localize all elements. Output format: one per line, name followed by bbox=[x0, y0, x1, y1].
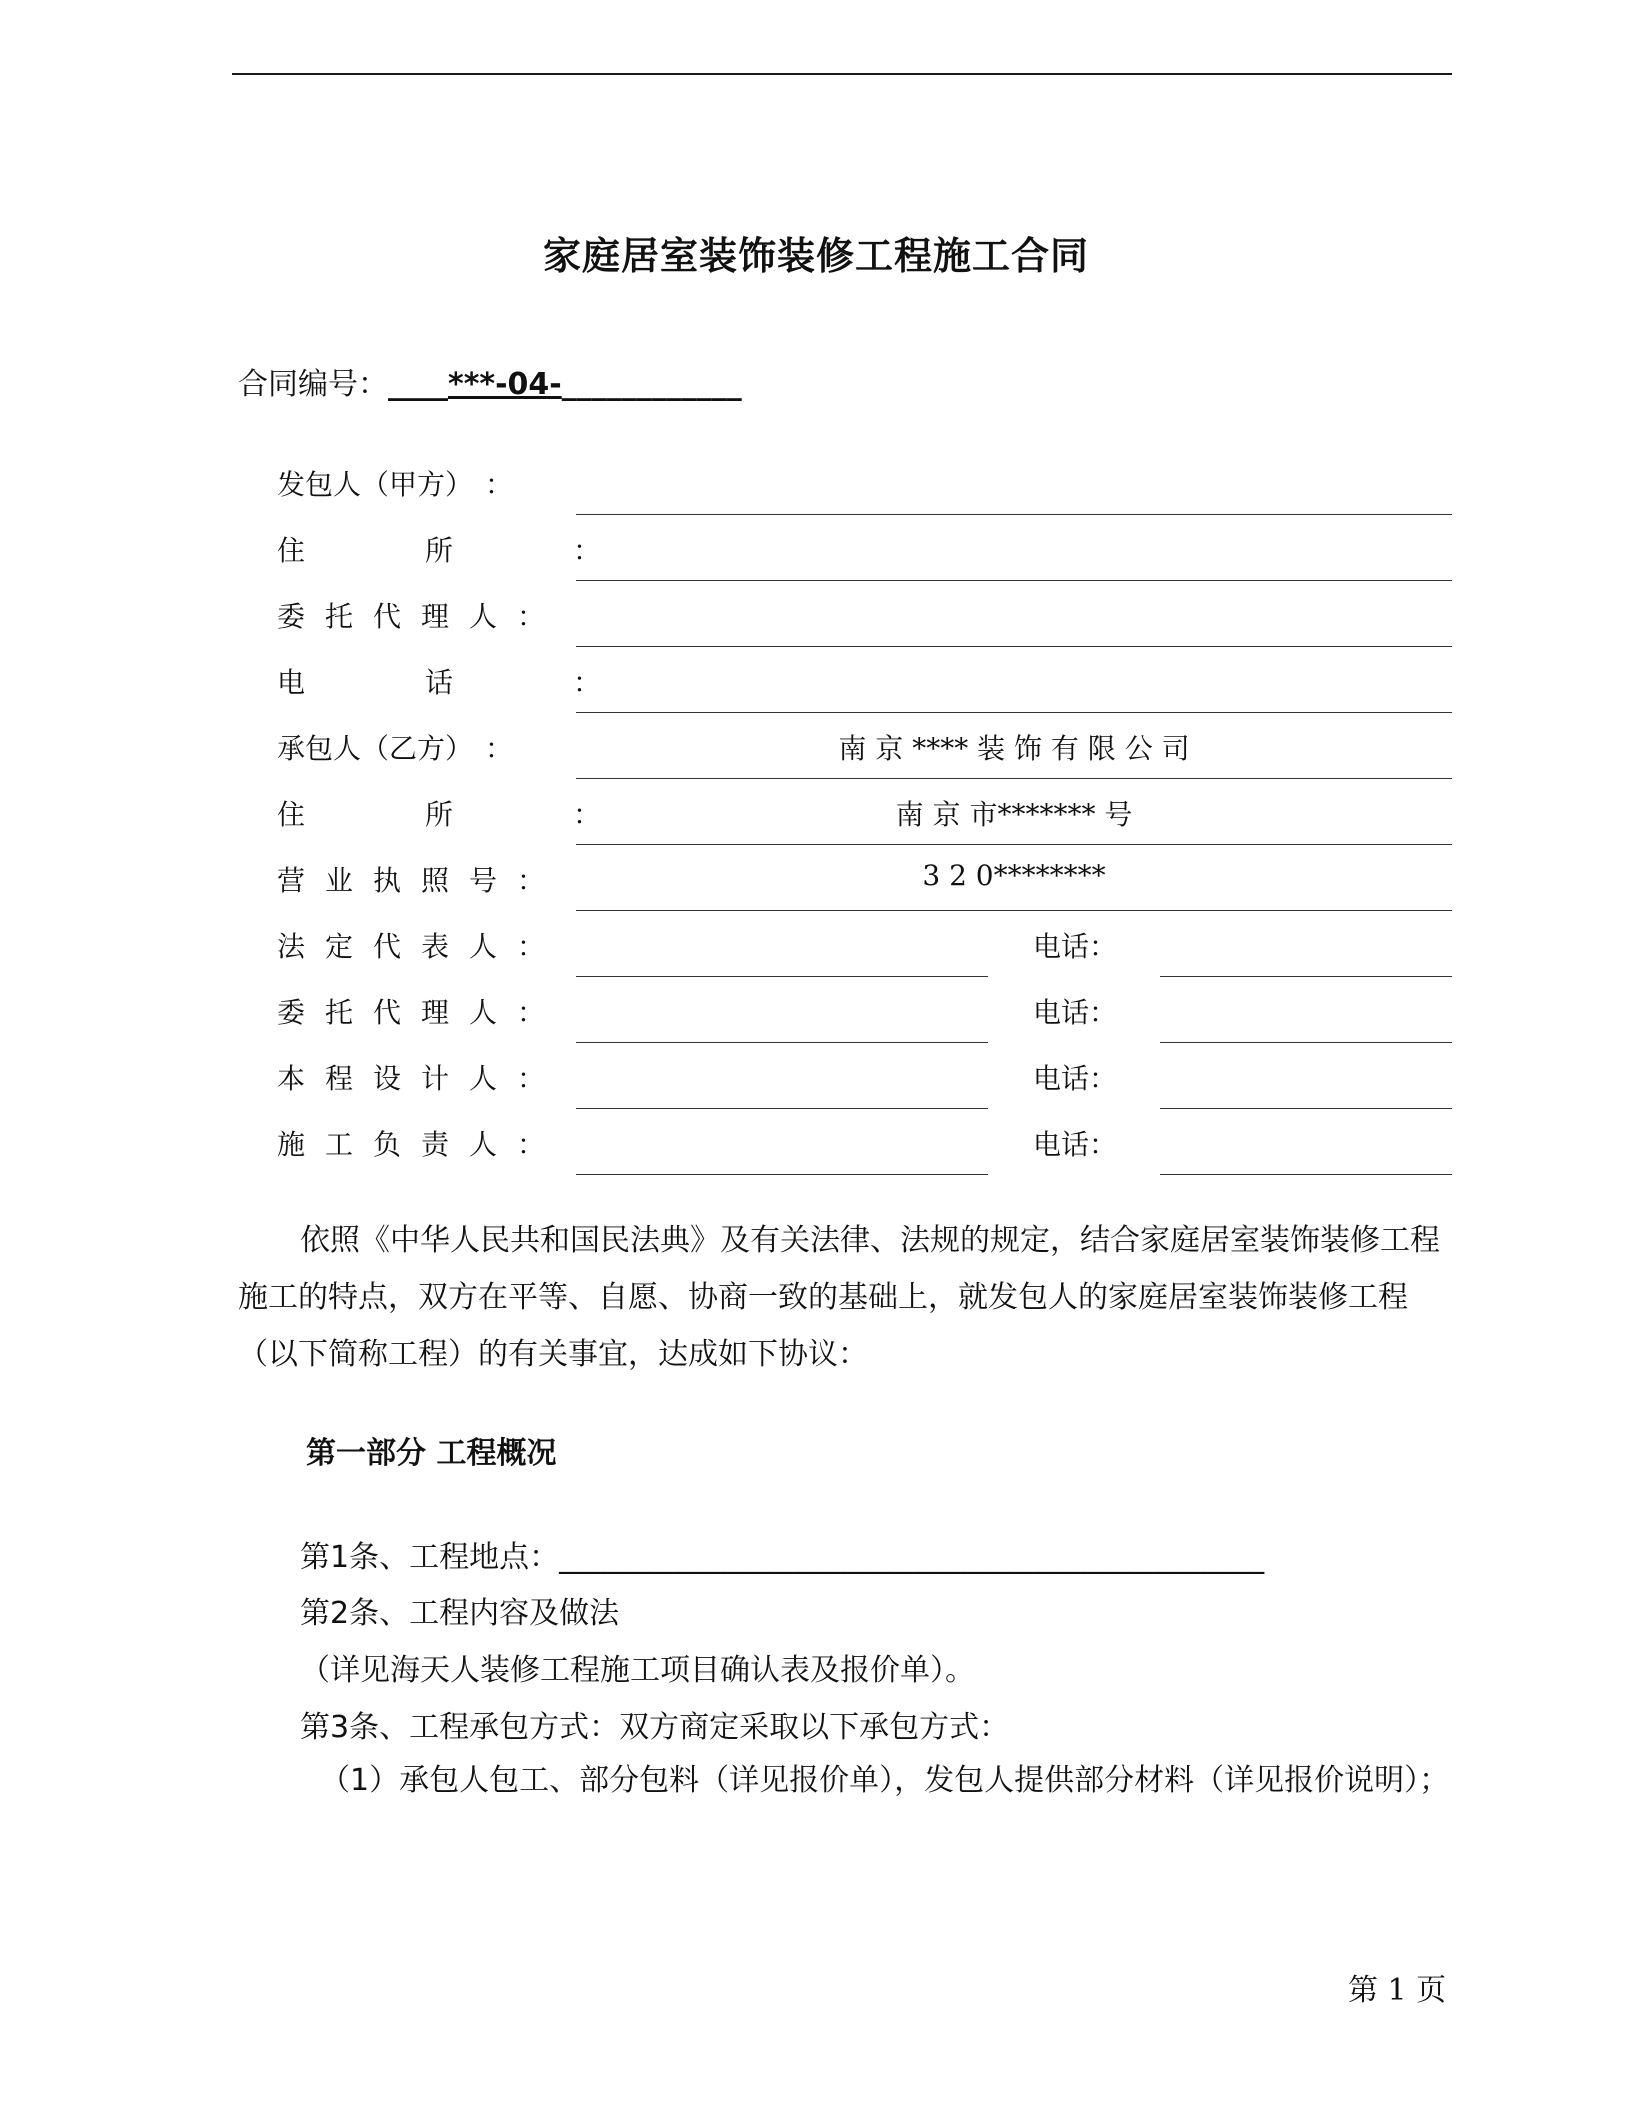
clause-1-blank: _______________________________________________ bbox=[559, 1540, 1265, 1575]
party-label: 电话 ： bbox=[277, 666, 602, 699]
clause-1 bbox=[300, 1532, 1264, 1576]
phone-row-designer bbox=[0, 1043, 1632, 1109]
contract-number-suffix: ____________ bbox=[561, 367, 742, 402]
clause-3-option-1: （1）承包人包工、部分包料（详见报价单），发包人提供部分材料（详见报价说明）； bbox=[320, 1763, 1450, 1798]
party-label: 承包人（乙方） ： bbox=[277, 732, 513, 765]
phone-row-agent bbox=[0, 977, 1632, 1043]
clause-3: 第3条、工程承包方式：双方商定采取以下承包方式： bbox=[300, 1710, 1010, 1745]
party-label: 营业执照号 ： bbox=[277, 864, 546, 897]
contractor-address: 南 京 市******* 号 bbox=[895, 798, 1133, 831]
party-label: 发包人（甲方） ： bbox=[277, 468, 513, 501]
party-row-license bbox=[0, 845, 1632, 911]
phone-label: 电话： bbox=[1033, 996, 1118, 1029]
preamble-paragraph: 依照《中华人民共和国民法典》及有关法律、法规的规定，结合家庭居室装饰装修工程施工的特点，双方在平等、自愿、协商一致的基础上，就发包人的家庭居室装饰装修工程（以下简称工程）的有关事宜，达成如下协议： bbox=[238, 1223, 1440, 1372]
party-row-client bbox=[0, 449, 1632, 515]
party-row-client-agent bbox=[0, 581, 1632, 647]
phone-label: 电话： bbox=[1033, 1128, 1118, 1161]
party-row-contractor-address bbox=[0, 779, 1632, 845]
party-label: 住所 ： bbox=[277, 534, 602, 567]
phone-label: 电话： bbox=[1033, 1062, 1118, 1095]
party-label: 委托代理人 ： bbox=[277, 996, 546, 1029]
phone-row-site-manager bbox=[0, 1109, 1632, 1175]
party-row-client-phone bbox=[0, 647, 1632, 713]
party-label: 住所 ： bbox=[277, 798, 602, 831]
clause-1-label: 第1条、工程地点： bbox=[300, 1540, 560, 1575]
phone-label: 电话： bbox=[1033, 930, 1118, 963]
clause-2-note: （详见海天人装修工程施工项目确认表及报价单）。 bbox=[300, 1653, 975, 1688]
page-number: 第 1 页 bbox=[1348, 1973, 1447, 2008]
header-rule bbox=[232, 73, 1452, 75]
license-number: 3 2 0******** bbox=[922, 859, 1106, 892]
party-label: 法定代表人 ： bbox=[277, 930, 546, 963]
contract-number-prefix: ____ bbox=[388, 367, 448, 402]
section-heading: 第一部分 工程概况 bbox=[306, 1436, 557, 1471]
document-title: 家庭居室装饰装修工程施工合同 bbox=[542, 234, 1089, 278]
fill-line bbox=[576, 1174, 988, 1176]
contract-number-label: 合同编号： bbox=[238, 367, 388, 402]
phone-fill-line bbox=[1160, 1174, 1452, 1176]
party-label: 本程设计人 ： bbox=[277, 1062, 546, 1095]
party-row-contractor bbox=[0, 713, 1632, 779]
party-label: 施工负责人 ： bbox=[277, 1128, 546, 1161]
contract-number bbox=[238, 359, 742, 403]
phone-row-legal-rep bbox=[0, 911, 1632, 977]
party-row-client-address bbox=[0, 515, 1632, 581]
clause-2: 第2条、工程内容及做法 bbox=[300, 1596, 620, 1631]
contract-number-value: ***-04- bbox=[448, 367, 562, 402]
contractor-name: 南 京 **** 装 饰 有 限 公 司 bbox=[838, 732, 1190, 765]
party-label: 委托代理人 ： bbox=[277, 600, 546, 633]
